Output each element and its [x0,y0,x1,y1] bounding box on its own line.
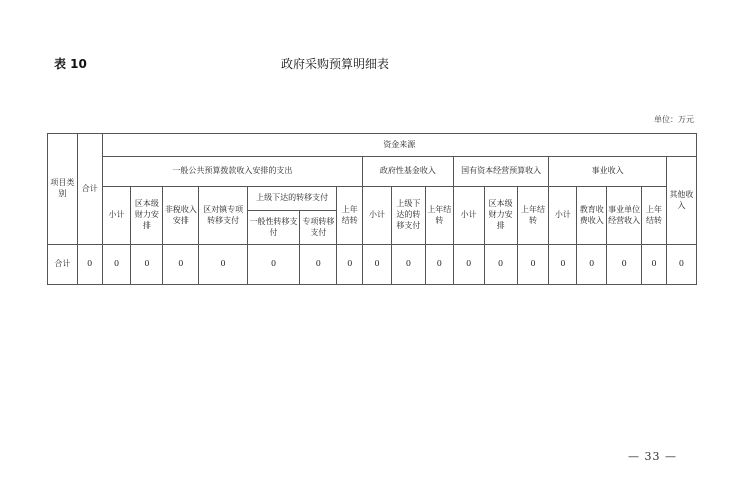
header-business-income: 事业收入 [549,157,666,187]
header-fund-upper: 上级下达的转移支付 [391,187,425,245]
table-cell: 0 [549,245,577,285]
table-cell: 0 [102,245,131,285]
table-cell: 0 [337,245,363,285]
document-title: 政府采购预算明细表 [281,57,390,71]
header-general-upper: 上级下达的转移支付 [247,187,337,211]
table-cell: 0 [425,245,453,285]
table-cell: 0 [484,245,517,285]
table-cell: 0 [131,245,163,285]
header-general-district: 区本级财力安排 [131,187,163,245]
table-cell: 0 [199,245,247,285]
total-row-label: 合计 [48,245,78,285]
table-cell: 0 [666,245,696,285]
header-gov-fund: 政府性基金收入 [363,157,454,187]
table-number: 表 10 [54,57,87,71]
header-fund-carry: 上年结转 [425,187,453,245]
header-general-nontax: 非税收入安排 [163,187,199,245]
header-state-carry: 上年结转 [517,187,549,245]
header-upper-general: 一般性转移支付 [247,211,300,245]
table-cell: 0 [363,245,392,285]
table-cell: 0 [453,245,484,285]
header-business-unit: 事业单位经营收入 [607,187,642,245]
table-cell: 0 [577,245,607,285]
table-cell: 0 [163,245,199,285]
table-cell: 0 [300,245,337,285]
table-cell: 0 [642,245,667,285]
header-general-transfer: 区对镇专项转移支付 [199,187,247,245]
page-number: — 33 — [628,450,677,463]
header-project-category: 项目类别 [48,134,78,245]
header-general-subtotal: 小计 [102,187,131,245]
header-business-subtotal: 小计 [549,187,577,245]
header-other-income: 其他收入 [666,157,696,245]
header-state-capital: 国有资本经营预算收入 [453,157,549,187]
header-fund-source: 资金来源 [102,134,696,157]
header-general-budget: 一般公共预算拨款收入安排的支出 [102,157,363,187]
table-cell: 0 [77,245,102,285]
header-general-carry: 上年结转 [337,187,363,245]
unit-label: 单位：万元 [654,115,694,124]
table-cell: 0 [247,245,300,285]
header-business-edu: 教育收费收入 [577,187,607,245]
header-upper-special: 专项转移支付 [300,211,337,245]
table-row [48,245,697,285]
header-total: 合计 [77,134,102,245]
header-state-subtotal: 小计 [453,187,484,245]
table-cell: 0 [517,245,549,285]
header-business-carry: 上年结转 [642,187,667,245]
header-state-district: 区本级财力安排 [484,187,517,245]
procurement-budget-table [47,133,697,285]
table-cell: 0 [391,245,425,285]
table-cell: 0 [607,245,642,285]
header-fund-subtotal: 小计 [363,187,392,245]
